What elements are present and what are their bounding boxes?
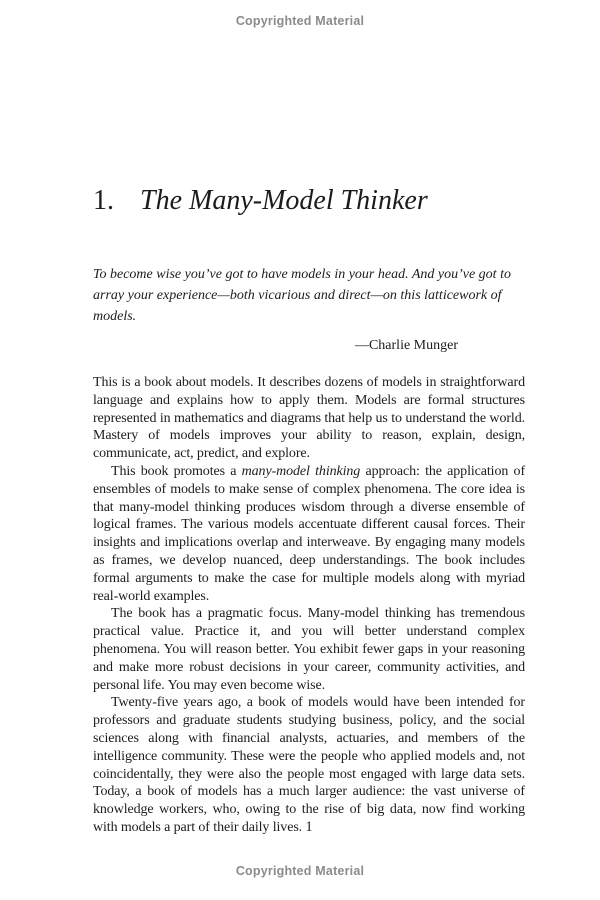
paragraph-text: This book promotes a xyxy=(111,463,242,479)
epigraph xyxy=(93,264,525,356)
paragraph xyxy=(93,374,525,463)
chapter-title: The Many-Model Thinker xyxy=(140,185,428,216)
epigraph-attribution: —Charlie Munger xyxy=(354,338,458,353)
paragraph xyxy=(93,694,525,836)
page-number: 1 xyxy=(305,819,313,835)
chapter-number: 1. xyxy=(93,185,114,216)
paragraph-text: The book has a pragmatic focus. Many-model thinking has tremendous practical value. Practice it, and you will better understand complex phenomena. You will reason better. You exhibit fewer gaps in your reasoning and make more robust decisions in your career, community activities, and personal life. You may even become wise. xyxy=(93,606,525,693)
paragraph xyxy=(93,605,525,694)
paragraph-text: This is a book about models. It describes dozens of models in straightforward language and explains how to apply them. Models are formal structures represented in mathematics and diagrams that help us to understand the world. Mastery of models improves your ability to reason, explain, design, communicate, act, predict, and explore. xyxy=(93,375,525,462)
epigraph-text: To become wise you’ve got to have models in your head. And you’ve got to array your experience—both vicarious and direct—on this latticework of models. xyxy=(93,267,511,324)
paragraph-text: approach: the application of ensembles of models to make sense of complex phenomena. The core idea is that many-model thinking produces wisdom through a diverse ensemble of logical frames. The various models accentuate different causal forces. Their insights and implications overlap and interweave. By engaging many models as frames, we develop nuanced, deep understandings. The book includes formal arguments to make the case for multiple models along with myriad real-world examples. xyxy=(93,463,526,604)
copyright-watermark-top: Copyrighted Material xyxy=(235,14,365,28)
chapter-heading xyxy=(93,184,525,218)
body-paragraphs xyxy=(93,374,525,837)
paragraph xyxy=(93,463,525,605)
italic-phrase: many-model thinking xyxy=(241,463,361,479)
copyright-watermark-bottom: Copyrighted Material xyxy=(235,864,365,878)
page-content xyxy=(93,0,525,837)
paragraph-text: Twenty-five years ago, a book of models would have been intended for professors and graduate students studying business, policy, and the social sciences along with financial analysts, actuaries, and members of the intelligence community. These were the people who applied models and, not coincidentally, they were also the people most engaged with large data sets. Today, a book of models has a much larger audience: the vast universe of knowledge workers, who, owing to the rise of big data, now find working with models a part of their daily lives. xyxy=(93,695,525,835)
